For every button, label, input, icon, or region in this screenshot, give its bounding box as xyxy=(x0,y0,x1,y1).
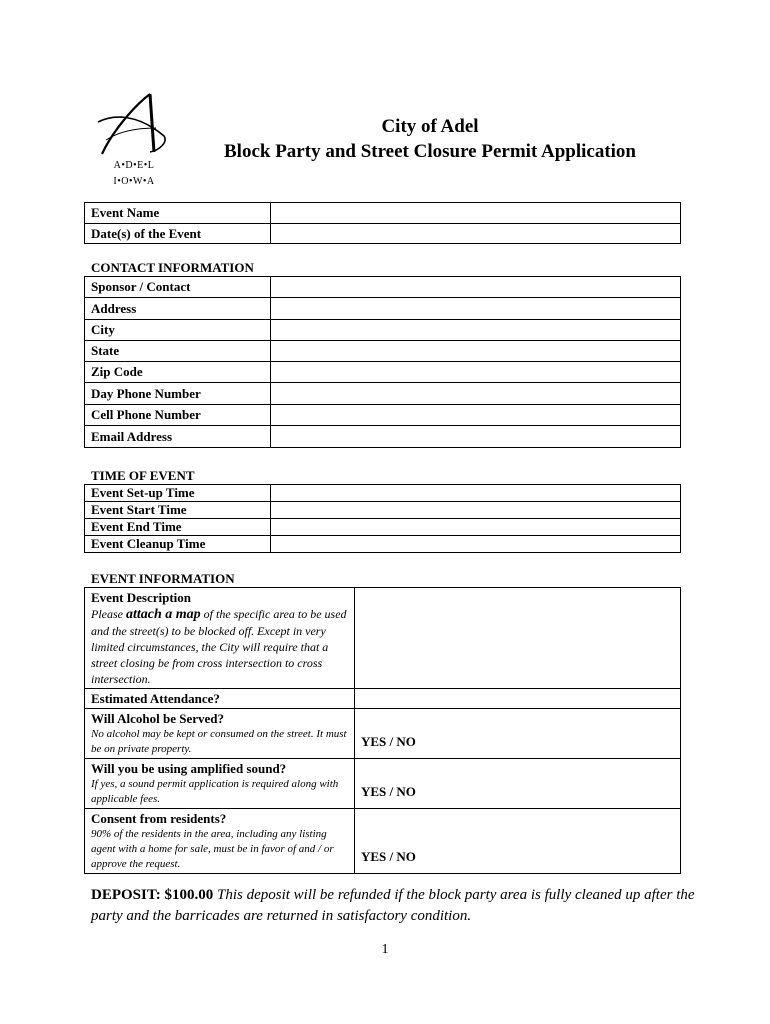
deposit-note xyxy=(91,885,711,927)
document-header xyxy=(170,114,690,164)
time-section-heading: TIME OF EVENT xyxy=(91,468,195,483)
sponsor-label: Sponsor / Contact xyxy=(85,277,271,298)
document-title: City of Adel xyxy=(381,116,479,137)
event-info-table xyxy=(84,587,681,874)
form-row xyxy=(85,277,681,298)
sponsor-field[interactable] xyxy=(271,277,681,298)
alcohol-note: No alcohol may be kept or consumed on the street. It must be on private property. xyxy=(91,728,347,755)
form-row xyxy=(85,405,681,426)
event-dates-label: Date(s) of the Event xyxy=(85,224,271,244)
cleanup-time-field[interactable] xyxy=(271,536,681,553)
attach-map-emphasis: attach a map xyxy=(126,607,201,622)
form-row xyxy=(85,298,681,320)
zip-label: Zip Code xyxy=(85,362,271,383)
attendance-label: Estimated Attendance? xyxy=(91,691,220,706)
event-description-row xyxy=(85,588,681,689)
city-logo xyxy=(94,92,174,192)
time-table xyxy=(84,484,681,553)
setup-time-field[interactable] xyxy=(271,485,681,502)
sound-row xyxy=(85,759,681,809)
form-row xyxy=(85,536,681,553)
event-info-section-heading: EVENT INFORMATION xyxy=(91,571,235,586)
event-description-field[interactable] xyxy=(355,588,681,689)
consent-question: Consent from residents? xyxy=(91,811,227,826)
event-name-label: Event Name xyxy=(85,203,271,224)
consent-row xyxy=(85,809,681,874)
cell-phone-label: Cell Phone Number xyxy=(85,405,271,426)
start-time-field[interactable] xyxy=(271,502,681,519)
consent-note: 90% of the residents in the area, including any listing agent with a home for sale, must be in favor of and / or approve the request. xyxy=(91,828,334,870)
email-field[interactable] xyxy=(271,426,681,448)
alcohol-question: Will Alcohol be Served? xyxy=(91,711,225,726)
form-row xyxy=(85,383,681,405)
email-label: Email Address xyxy=(85,426,271,448)
cleanup-time-label: Event Cleanup Time xyxy=(85,536,271,553)
form-row xyxy=(85,362,681,383)
start-time-label: Event Start Time xyxy=(85,502,271,519)
cell-phone-field[interactable] xyxy=(271,405,681,426)
day-phone-label: Day Phone Number xyxy=(85,383,271,405)
event-basics-table xyxy=(84,202,681,244)
consent-answer[interactable]: YES / NO xyxy=(355,809,681,874)
setup-time-label: Event Set-up Time xyxy=(85,485,271,502)
logo-text-iowa: I•O•W•A xyxy=(113,176,155,187)
alcohol-answer[interactable]: YES / NO xyxy=(355,709,681,759)
logo-text-adel: A•D•E•L xyxy=(113,160,155,171)
state-label: State xyxy=(85,341,271,362)
sound-answer[interactable]: YES / NO xyxy=(355,759,681,809)
zip-field[interactable] xyxy=(271,362,681,383)
address-field[interactable] xyxy=(271,298,681,320)
logo-a-glyph-icon xyxy=(94,92,174,162)
event-description-cell xyxy=(85,588,355,689)
city-field[interactable] xyxy=(271,320,681,341)
contact-table xyxy=(84,276,681,448)
page-number: 1 xyxy=(381,942,389,957)
day-phone-field[interactable] xyxy=(271,383,681,405)
end-time-label: Event End Time xyxy=(85,519,271,536)
form-row xyxy=(85,224,681,244)
sound-cell xyxy=(85,759,355,809)
alcohol-row xyxy=(85,709,681,759)
event-dates-field[interactable] xyxy=(271,224,681,244)
attendance-row xyxy=(85,689,681,709)
attendance-cell xyxy=(85,689,355,709)
form-row xyxy=(85,426,681,448)
end-time-field[interactable] xyxy=(271,519,681,536)
sound-question: Will you be using amplified sound? xyxy=(91,761,287,776)
alcohol-cell xyxy=(85,709,355,759)
attendance-field[interactable] xyxy=(355,689,681,709)
event-description-note: Please attach a map of the specific area to be used and the street(s) to be blocked off. Except in very limited circumstances, the City will require that a street closing be from cross intersection to cross intersection. xyxy=(91,607,347,686)
address-label: Address xyxy=(85,298,271,320)
sound-note: If yes, a sound permit application is required along with applicable fees. xyxy=(91,778,339,805)
form-row xyxy=(85,485,681,502)
deposit-label: DEPOSIT: $100.00 xyxy=(91,887,214,903)
contact-section-heading: CONTACT INFORMATION xyxy=(91,260,254,275)
event-description-title: Event Description xyxy=(91,590,192,605)
form-row xyxy=(85,502,681,519)
form-row xyxy=(85,320,681,341)
event-name-field[interactable] xyxy=(271,203,681,224)
document-subtitle: Block Party and Street Closure Permit Application xyxy=(224,141,636,162)
form-row xyxy=(85,203,681,224)
city-label: City xyxy=(85,320,271,341)
consent-cell xyxy=(85,809,355,874)
deposit-text: This deposit will be refunded if the block party area is fully cleaned up after the party and the barricades are returned in satisfactory condition. xyxy=(91,887,695,924)
state-field[interactable] xyxy=(271,341,681,362)
form-row xyxy=(85,341,681,362)
form-row xyxy=(85,519,681,536)
